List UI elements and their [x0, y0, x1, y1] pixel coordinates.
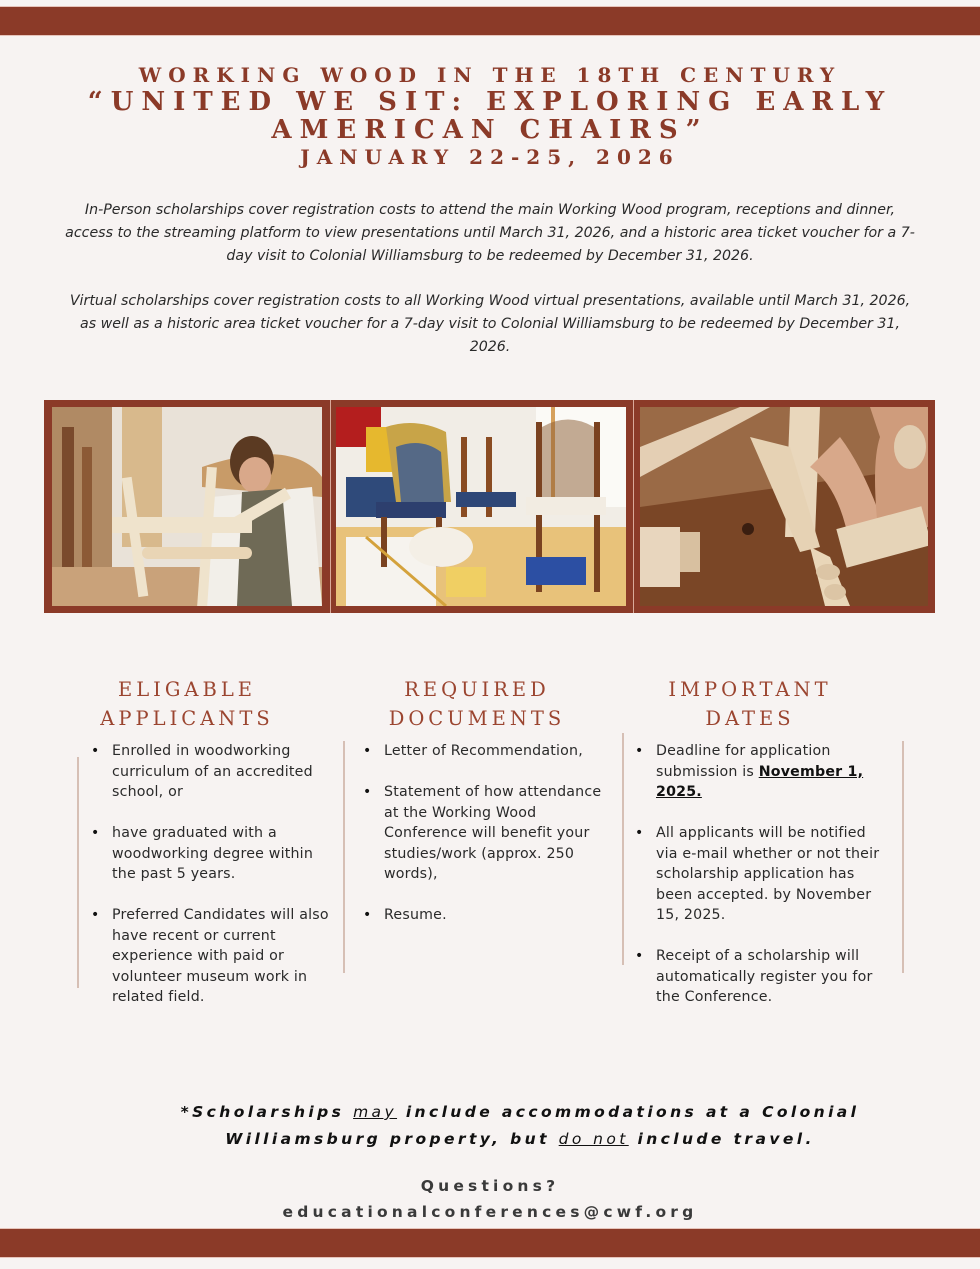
list-item: • Enrolled in woodworking curriculum of an accredited school, or: [86, 741, 336, 803]
event-title-line-2: AMERICAN CHAIRS”: [271, 115, 709, 145]
in-person-scholarship-description: In-Person scholarships cover registration costs to attend the main Working Wood program, receptions and dinner, access to the streaming platform to view presentations until March 31, 2026, and a historic area ticket voucher for a 7-day visit to Colonial Williamsburg to be redeemed by December 31, 2026.: [65, 202, 915, 264]
heading-line: ELIGABLE: [117, 678, 257, 701]
column-divider: [77, 757, 79, 988]
photo-chairs: [336, 407, 626, 606]
required-documents-heading: [352, 675, 602, 733]
deadline-date: November 1, 2025.: [656, 763, 864, 800]
photo-woodworker: [52, 407, 322, 606]
heading-line: IMPORTANT: [668, 678, 832, 701]
list-item: • Preferred Candidates will also have recent or current experience with paid or volunteer museum work in related field.: [86, 905, 336, 1008]
woodworker-image-icon: [52, 407, 322, 606]
series-title: WORKING WOOD IN THE 18TH CENTURY: [138, 63, 842, 87]
photo-divider: [330, 400, 331, 613]
list-item: • Resume.: [358, 905, 608, 926]
photo-workbench: [640, 407, 928, 606]
important-dates-list: [630, 741, 880, 1028]
deadline-text: Deadline for application submission is: [656, 743, 831, 780]
heading-line: DOCUMENTS: [388, 707, 566, 730]
accommodations-note: [120, 1099, 920, 1153]
event-dates: JANUARY 22-25, 2026: [300, 145, 680, 169]
list-item: • All applicants will be notified via e-mail whether or not their scholarship application has been accepted. by November 15, 2025.: [630, 823, 880, 926]
note-text: *Scholarships: [180, 1103, 354, 1121]
chairs-image-icon: [336, 407, 626, 606]
required-documents-list: [358, 741, 608, 946]
workbench-image-icon: [640, 407, 928, 606]
note-text: include travel.: [628, 1130, 815, 1148]
photo-strip: [44, 400, 935, 613]
list-item: • Letter of Recommendation,: [358, 741, 608, 762]
list-item: • Receipt of a scholarship will automatically register you for the Conference.: [630, 946, 880, 1008]
list-item: • Statement of how attendance at the Working Wood Conference will benefit your studies/work (approx. 250 words),: [358, 782, 608, 885]
photo-divider: [633, 400, 634, 613]
important-dates-heading: [625, 675, 875, 733]
note-emphasis-may: may: [353, 1103, 398, 1121]
event-title-line-1: “UNITED WE SIT: EXPLORING EARLY: [87, 87, 893, 117]
page-header: [0, 62, 980, 170]
note-emphasis-do-not: do not: [558, 1130, 629, 1148]
note-text: include accommodations at a Colonial Williamsburg property, but: [225, 1103, 860, 1148]
bottom-banner-bar: [0, 1229, 980, 1257]
heading-line: APPLICANTS: [100, 707, 274, 730]
contact-email-link[interactable]: educationalconferences@cwf.org: [282, 1203, 698, 1221]
questions-label: Questions?: [420, 1177, 560, 1195]
column-divider: [343, 741, 345, 973]
list-item-deadline: [630, 741, 880, 803]
eligible-applicants-heading: [62, 675, 312, 733]
virtual-scholarship-description: Virtual scholarships cover registration costs to all Working Wood virtual presentations, available until March 31, 2026, as well as a historic area ticket voucher for a 7-day visit to Colonial Williamsburg to be redeemed by December 31, 2026.: [69, 293, 911, 355]
top-banner-bar: [0, 7, 980, 35]
heading-line: REQUIRED: [404, 678, 550, 701]
eligible-applicants-list: [86, 741, 336, 1028]
heading-line: DATES: [705, 707, 795, 730]
column-divider: [902, 741, 904, 973]
list-item: • have graduated with a woodworking degree within the past 5 years.: [86, 823, 336, 885]
column-divider: [622, 733, 624, 965]
